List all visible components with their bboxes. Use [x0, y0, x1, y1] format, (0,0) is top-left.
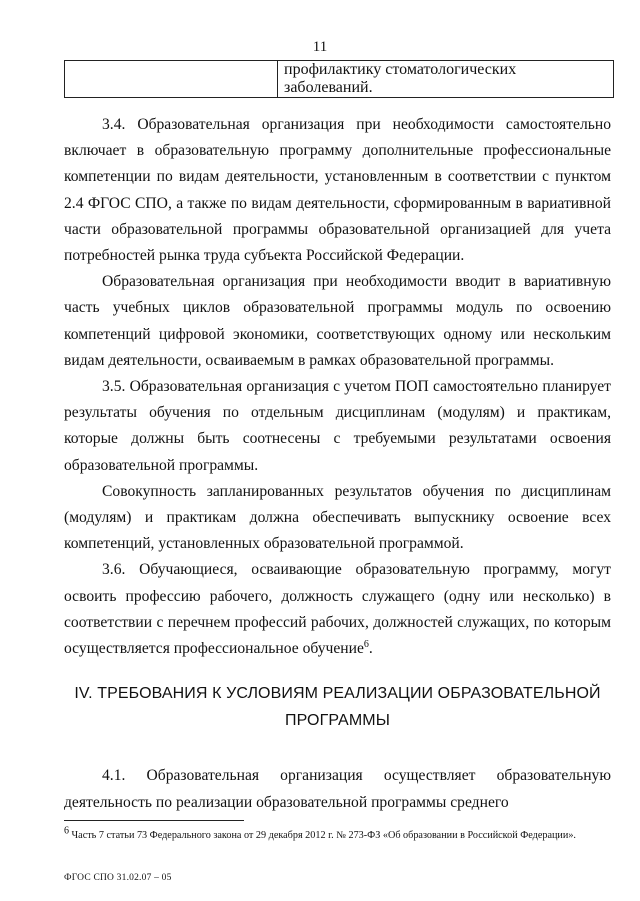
page-number: 11 [312, 39, 328, 55]
footnote-marker: 6 [64, 825, 69, 837]
continuation-table [64, 60, 614, 98]
paragraph-learning-results: Совокупность запланированных результатов обучения по дисциплинам (модулям) и практикам должна обеспечивать выпускнику освоение всех компетенций, установленных образовательной программой. [64, 482, 611, 553]
paragraph-4-1: 4.1. Образовательная организация осуществляет образовательную деятельность по реализации образовательной программы среднего [64, 767, 611, 811]
table-cell-left [65, 61, 278, 98]
paragraph-3-4: 3.4. Образовательная организация при необходимости самостоятельно включает в образовательную программу дополнительные профессиональные компетенции по видам деятельности, установленным в соответствии с пунктом 2.4 ФГОС СПО, а также по видам деятельности, сформированным в вариативной части образовательной программы образовательной организацией для учета потребностей рынка труда субъекта Российской Федерации. [64, 116, 611, 265]
footnote-reference[interactable]: 6 [363, 638, 369, 650]
paragraph-digital-economy: Образовательная организация при необходимости вводит в вариативную часть учебных циклов образовательной программы модуль по освоению компетенций цифровой экономики, соответствующих одному или нескольким видам деятельности, осваиваемым в рамках образовательной программы. [64, 273, 611, 369]
footnote-divider [64, 820, 244, 821]
paragraph-3-6-text: 3.6. Обучающиеся, осваивающие образовательную программу, могут освоить профессию рабочего, должность служащего (одну или несколько) в соответствии с перечнем профессий рабочих, должностей служащих, по которым осуществляется профессиональное обучение [64, 561, 611, 658]
table-row [65, 61, 614, 98]
table-cell-right: профилактику стоматологических заболеваний. [278, 61, 614, 98]
body-text [64, 112, 611, 662]
paragraph-3-6: 3.6. Обучающиеся, осваивающие образовательную программу, могут освоить профессию рабочего, должность служащего (одну или несколько) в соответствии с перечнем профессий рабочих, должностей служащих, по которым осуществляется профессиональное обучение$^6$. [64, 561, 611, 658]
footnote-text: Часть 7 статьи 73 Федерального закона от 29 декабря 2012 г. № 273-ФЗ «Об образовании в Российской Федерации». [69, 830, 576, 841]
footer-document-code: ФГОС СПО 31.02.07 – 05 [64, 873, 172, 883]
paragraph-3-5: 3.5. Образовательная организация с учетом ПОП самостоятельно планирует результаты обучения по отдельным дисциплинам (модулям) и практикам, которые должны быть соотнесены с требуемыми результатами освоения образовательной программы. [64, 378, 611, 474]
section-heading: IV. ТРЕБОВАНИЯ К УСЛОВИЯМ РЕАЛИЗАЦИИ ОБРАЗОВАТЕЛЬНОЙ ПРОГРАММЫ [74, 685, 601, 729]
footnote [64, 825, 624, 842]
section-text [64, 762, 611, 816]
